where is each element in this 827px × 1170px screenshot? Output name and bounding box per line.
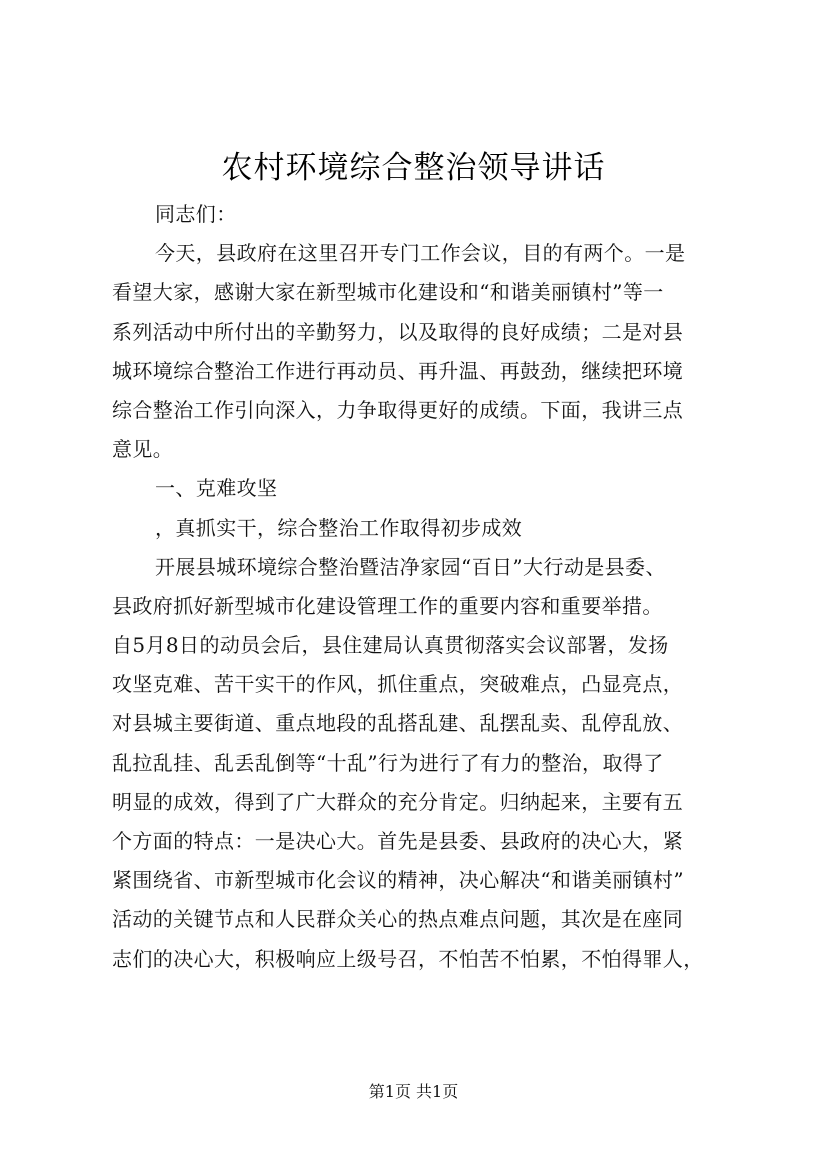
paragraph-line: 志们的决心大，积极响应上级号召，不怕苦不怕累，不怕得罪人， bbox=[112, 946, 704, 971]
paragraph-line: 县政府抓好新型城市化建设管理工作的重要内容和重要举措。 bbox=[112, 593, 663, 618]
paragraph-line: 意见。 bbox=[112, 437, 174, 462]
paragraph-line: 活动的关键节点和人民群众关心的热点难点问题，其次是在座同 bbox=[112, 907, 684, 932]
paragraph-line: 系列活动中所付出的辛勤努力，以及取得的良好成绩；二是对县 bbox=[112, 319, 684, 344]
section-subheading: ，真抓实干，综合整治工作取得初步成效 bbox=[155, 515, 523, 540]
page-footer: 第1页 共1页 bbox=[368, 1082, 459, 1101]
paragraph-line: 个方面的特点：一是决心大。首先是县委、县政府的决心大，紧 bbox=[112, 829, 684, 853]
document-body bbox=[112, 195, 744, 979]
paragraph-line: 开展县城环境综合整治暨洁净家园“百日”大行动是县委、 bbox=[155, 554, 666, 579]
paragraph-line: 攻坚克难、苦干实干的作风，抓住重点，突破难点，凸显亮点， bbox=[112, 672, 684, 697]
paragraph-line: 城环境综合整治工作进行再动员、再升温、再鼓劲，继续把环境 bbox=[112, 358, 684, 383]
paragraph-line: 明显的成效，得到了广大群众的充分肯定。归纳起来，主要有五 bbox=[112, 789, 684, 814]
section-heading: 一、克难攻坚 bbox=[155, 476, 278, 501]
salutation-line: 同志们： bbox=[155, 202, 237, 226]
paragraph-line: 综合整治工作引向深入，力争取得更好的成绩。下面，我讲三点 bbox=[112, 397, 684, 422]
paragraph-line: 看望大家，感谢大家在新型城市化建设和“和谐美丽镇村”等一 bbox=[112, 280, 664, 305]
paragraph-line: 紧围绕省、市新型城市化会议的精神，决心解决“和谐美丽镇村” bbox=[112, 868, 685, 893]
paragraph-line: 今天，县政府在这里召开专门工作会议，目的有两个。一是 bbox=[155, 241, 686, 266]
paragraph-line: 对县城主要街道、重点地段的乱搭乱建、乱摆乱卖、乱停乱放、 bbox=[112, 711, 684, 736]
document-title: 农村环境综合整治领导讲话 bbox=[221, 150, 606, 186]
paragraph-line: 乱拉乱挂、乱丢乱倒等“十乱”行为进行了有力的整治，取得了 bbox=[112, 750, 664, 775]
paragraph-line: 自5月8日的动员会后，县住建局认真贯彻落实会议部署，发扬 bbox=[112, 633, 669, 658]
